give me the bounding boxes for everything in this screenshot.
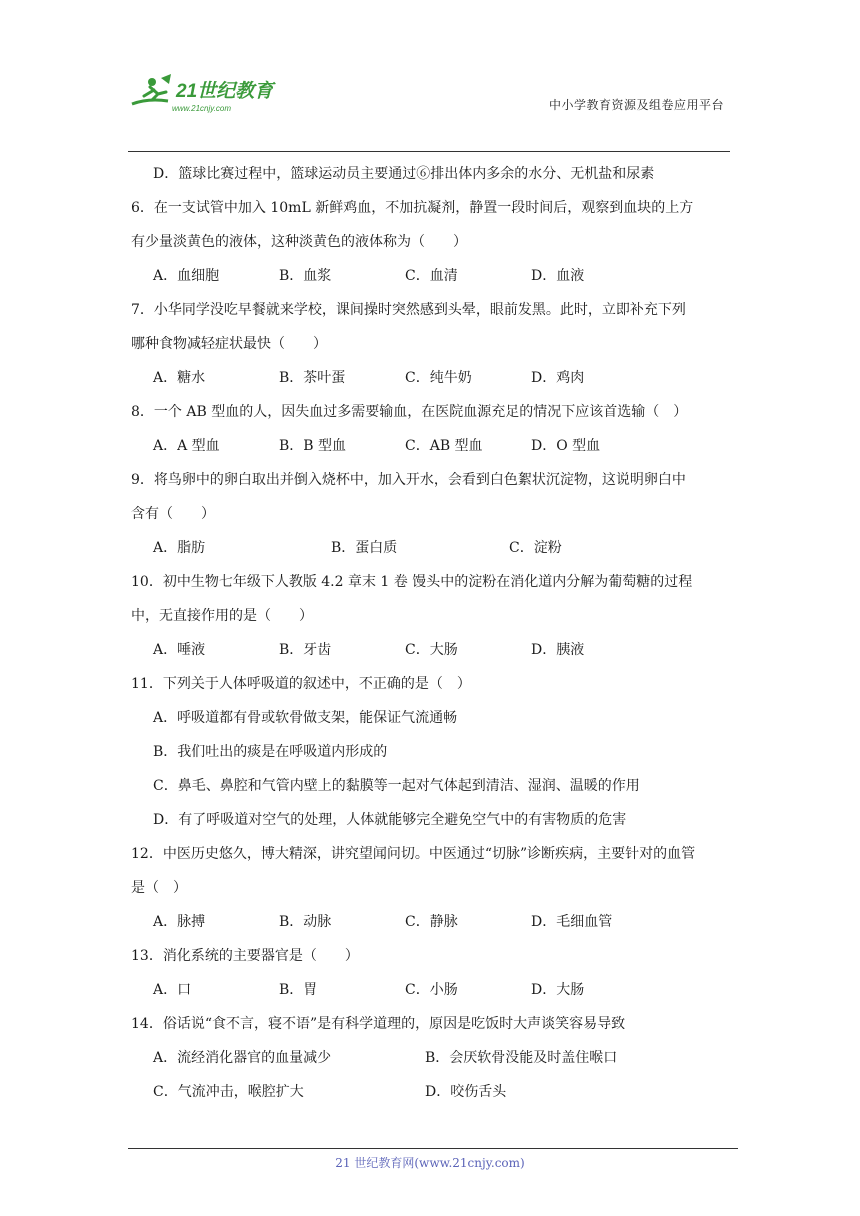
q13-stem: 13．消化系统的主要器官是（ ）	[131, 948, 359, 964]
q11-option-b: B．我们吐出的痰是在呼吸道内形成的	[153, 744, 388, 760]
site-logo	[128, 70, 298, 120]
q8-options	[131, 429, 741, 463]
q7-stem-2: 哪种食物减轻症状最快（ ）	[131, 336, 327, 352]
q10-stem-1: 10．初中生物七年级下人教版 4.2 章末 1 卷 馒头中的淀粉在消化道内分解为葡萄糖的过程	[131, 574, 693, 590]
q10-option-b: B．牙齿	[279, 642, 332, 658]
q8-option-b: B．B 型血	[279, 438, 347, 454]
page-header	[128, 62, 730, 152]
q7-option-c: C．纯牛奶	[405, 370, 472, 386]
q14-option-a: A．流经消化器官的血量减少	[153, 1050, 332, 1066]
q6-stem-1: 6．在一支试管中加入 10mL 新鲜鸡血，不加抗凝剂，静置一段时间后，观察到血块的上方	[131, 200, 694, 216]
q12-stem-2: 是（ ）	[131, 880, 187, 896]
q12-option-a: A．脉搏	[153, 914, 206, 930]
q14-options-row2	[131, 1075, 741, 1109]
q7-stem-1: 7．小华同学没吃早餐就来学校，课间操时突然感到头晕，眼前发黑。此时，立即补充下列	[131, 302, 686, 318]
q7-option-b: B．茶叶蛋	[279, 370, 346, 386]
q14-option-c: C．气流冲击，喉腔扩大	[153, 1084, 304, 1100]
q12-option-b: B．动脉	[279, 914, 332, 930]
q10-option-c: C．大肠	[405, 642, 458, 658]
footer-divider	[128, 1148, 738, 1149]
q13-option-b: B．胃	[279, 982, 318, 998]
q8-option-d: D．O 型血	[531, 438, 601, 454]
q13-options	[131, 973, 741, 1007]
q10-stem-2: 中，无直接作用的是（ ）	[131, 608, 313, 624]
q9-option-a: A．脂肪	[153, 540, 206, 556]
q14-option-b: B．会厌软骨没能及时盖住喉口	[425, 1050, 618, 1066]
q6-options	[131, 259, 741, 293]
q10-options	[131, 633, 741, 667]
question-content	[131, 157, 741, 1109]
footer-text[interactable]: 21 世纪教育网(www.21cnjy.com)	[335, 1156, 525, 1170]
svg-text:21世纪教育: 21世纪教育	[176, 81, 274, 102]
q9-options	[131, 531, 741, 565]
q11-option-a: A．呼吸道都有骨或软骨做支架，能保证气流通畅	[153, 710, 458, 726]
q6-option-a: A．血细胞	[153, 268, 220, 284]
q9-option-b: B．蛋白质	[331, 540, 398, 556]
svg-text:www.21cnjy.com: www.21cnjy.com	[172, 104, 231, 113]
q14-stem: 14．俗话说“食不言，寝不语”是有科学道理的，原因是吃饭时大声谈笑容易导致	[131, 1016, 626, 1032]
q13-option-c: C．小肠	[405, 982, 458, 998]
q5-option-d: D．篮球比赛过程中，篮球运动员主要通过⑥排出体内多余的水分、无机盐和尿素	[153, 166, 655, 182]
q8-option-a: A．A 型血	[153, 438, 220, 454]
q11-stem: 11．下列关于人体呼吸道的叙述中，不正确的是（ ）	[131, 676, 471, 692]
q12-option-d: D．毛细血管	[531, 914, 613, 930]
q12-stem-1: 12．中医历史悠久，博大精深，讲究望闻问切。中医通过“切脉”诊断疾病，主要针对的血管	[131, 846, 696, 862]
q6-option-c: C．血清	[405, 268, 458, 284]
header-divider	[128, 151, 730, 152]
q7-option-d: D．鸡肉	[531, 370, 585, 386]
q8-stem: 8．一个 AB 型血的人，因失血过多需要输血，在医院血源充足的情况下应该首选输（ ）	[131, 404, 688, 420]
q11-option-d: D．有了呼吸道对空气的处理，人体就能够完全避免空气中的有害物质的危害	[153, 812, 627, 828]
q6-option-b: B．血浆	[279, 268, 332, 284]
q10-option-a: A．唾液	[153, 642, 206, 658]
q7-options	[131, 361, 741, 395]
q13-option-a: A．口	[153, 982, 192, 998]
q6-stem-2: 有少量淡黄色的液体，这种淡黄色的液体称为（ ）	[131, 234, 467, 250]
q13-option-d: D．大肠	[531, 982, 585, 998]
q8-option-c: C．AB 型血	[405, 438, 483, 454]
platform-name: 中小学教育资源及组卷应用平台	[548, 98, 724, 112]
q9-option-c: C．淀粉	[509, 540, 562, 556]
q12-options	[131, 905, 741, 939]
q12-option-c: C．静脉	[405, 914, 458, 930]
q14-option-d: D．咬伤舌头	[425, 1084, 507, 1100]
q7-option-a: A．糖水	[153, 370, 206, 386]
q10-option-d: D．胰液	[531, 642, 585, 658]
q9-stem-1: 9．将鸟卵中的卵白取出并倒入烧杯中，加入开水，会看到白色絮状沉淀物，这说明卵白中	[131, 472, 686, 488]
q6-option-d: D．血液	[531, 268, 585, 284]
q9-stem-2: 含有（ ）	[131, 506, 215, 522]
q11-option-c: C．鼻毛、鼻腔和气管内壁上的黏膜等一起对气体起到清洁、湿润、温暖的作用	[153, 778, 640, 794]
q14-options-row1	[131, 1041, 741, 1075]
